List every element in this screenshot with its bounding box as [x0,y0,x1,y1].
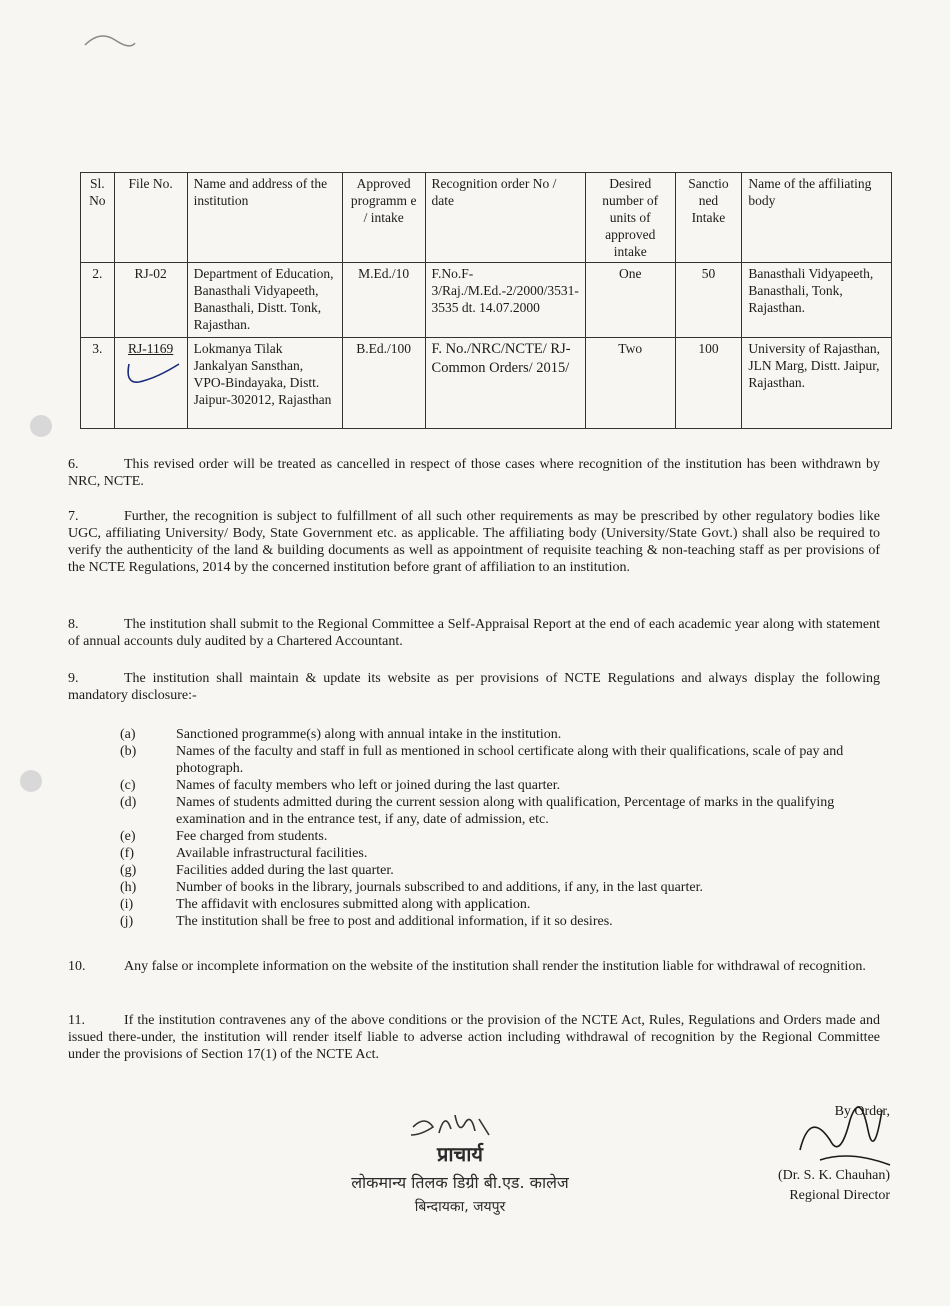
punch-hole-mark [30,415,52,437]
table-row [81,263,892,338]
paragraph-text: If the institution contravenes any of the above conditions or the provision of the NCTE Act, Rules, Regulations and Orders made and issued there-under, the institution will render itself liable to adverse action including withdrawal of recognition by the Regional Committee under the provisions of Section 17(1) of the NCTE Act. [68,1013,880,1062]
stamp-college: लोकमान्य तिलक डिग्री बी.एड. कालेज [351,1173,569,1192]
header-sanctioned-intake: Sanctio ned Intake [675,173,742,263]
cell-institution: Lokmanya Tilak Jankalyan Sansthan, VPO-Bindayaka, Distt. Jaipur-302012, Rajasthan [187,338,342,429]
paragraph-number: 9. [68,671,79,686]
by-order: By Order, [834,1104,890,1119]
tick-mark-icon [123,358,183,392]
paragraph-text: The institution shall maintain & update its website as per provisions of NCTE Regulations and always display the following mandatory disclosure:- [68,671,880,703]
paragraph-11 [68,1012,880,1063]
paragraph-10 [68,958,880,975]
table-header-row [81,173,892,263]
paragraph-number: 10. [68,959,86,974]
header-affiliating-body: Name of the affiliating body [742,173,892,263]
cell-units: Two [585,338,675,429]
stamp-title: प्राचार्य [436,1142,484,1166]
list-item: (j) The institution shall be free to post and additional information, if it so desires. [120,914,613,929]
paragraph-9 [68,670,880,704]
cell-sl: 3. [81,338,115,429]
cell-programme: B.Ed./100 [342,338,425,429]
list-item: (h) Number of books in the library, journals subscribed to and additions, if any, in the last quarter. [120,880,703,895]
cell-affiliating: University of Rajasthan, JLN Marg, Distt. Jaipur, Rajasthan. [742,338,892,429]
paragraph-number: 8. [68,617,79,632]
cell-order: F.No.F-3/Raj./M.Ed.-2/2000/3531-3535 dt. 14.07.2000 [425,263,585,338]
paragraph-text: Further, the recognition is subject to fulfillment of all such other requirements as may be prescribed by other regulatory bodies like UGC, affiliating University/ Body, State Government etc. as applicable. The affiliating body (University/State Govt.) shall also be required to verify the authenticity of the land & building documents as well as appointment of requisite teaching & non-teaching staff as per provisions of the NCTE Regulations, 2014 by the concerned institution before grant of affiliation to an institution. [68,509,880,575]
cell-affiliating: Banasthali Vidyapeeth, Banasthali, Tonk, Rajasthan. [742,263,892,338]
paragraph-text: Any false or incomplete information on the website of the institution shall render the institution liable for withdrawal of recognition. [124,959,866,974]
paragraph-number: 6. [68,457,79,472]
page-corner-mark [80,25,140,55]
paragraph-text: This revised order will be treated as cancelled in respect of those cases where recognition of the institution has been withdrawn by NRC, NCTE. [68,457,880,489]
file-no-text: RJ-1169 [128,341,174,356]
cell-file-no: RJ-02 [114,263,187,338]
paragraph-number: 7. [68,509,79,524]
principal-stamp [330,1110,590,1216]
list-item: (a) Sanctioned programme(s) along with annual intake in the institution. [120,727,562,742]
list-item: (c) Names of faculty members who left or joined during the last quarter. [120,778,561,793]
stamp-place: बिन्दायका, जयपुर [414,1199,506,1215]
list-item: (i) The affidavit with enclosures submitted along with application. [120,897,531,912]
list-item: (g) Facilities added during the last quarter. [120,863,394,878]
director-designation: Regional Director [789,1188,890,1203]
cell-institution: Department of Education, Banasthali Vidyapeeth, Banasthali, Distt. Tonk, Rajasthan. [187,263,342,338]
director-signature-block [720,1102,890,1206]
table-row [81,338,892,429]
header-recognition-order: Recognition order No / date [425,173,585,263]
header-institution: Name and address of the institution [187,173,342,263]
header-desired-units: Desired number of units of approved intake [585,173,675,263]
cell-order: F. No./NRC/NCTE/ RJ-Common Orders/ 2015/ [425,338,585,429]
punch-hole-mark [20,770,42,792]
cell-programme: M.Ed./10 [342,263,425,338]
cell-intake: 100 [675,338,742,429]
list-item: (f) Available infrastructural facilities. [120,846,368,861]
header-programme: Approved programm e / intake [342,173,425,263]
paragraph-text: The institution shall submit to the Regional Committee a Self-Appraisal Report at the end of each academic year along with statement of annual accounts duly audited by a Chartered Accountant. [68,617,880,649]
paragraph-6 [68,456,880,490]
cell-file-no [114,338,187,429]
paragraph-number: 11. [68,1013,85,1028]
paragraph-8 [68,616,880,650]
cell-intake: 50 [675,263,742,338]
cell-sl: 2. [81,263,115,338]
disclosure-list [120,726,880,930]
paragraph-7 [68,508,880,576]
cell-units: One [585,263,675,338]
director-name: (Dr. S. K. Chauhan) [778,1168,890,1183]
list-item: (b) Names of the faculty and staff in full as mentioned in school certificate along with their qualifications, scale of pay and photograph. [120,744,844,776]
recognition-table [80,172,892,429]
list-item: (d) Names of students admitted during the current session along with qualification, Percentage of marks in the qualifying examination and in the entrance test, if any, date of admission, etc. [120,795,835,827]
header-sl-no: Sl. No [81,173,115,263]
list-item: (e) Fee charged from students. [120,829,328,844]
header-file-no: File No. [114,173,187,263]
